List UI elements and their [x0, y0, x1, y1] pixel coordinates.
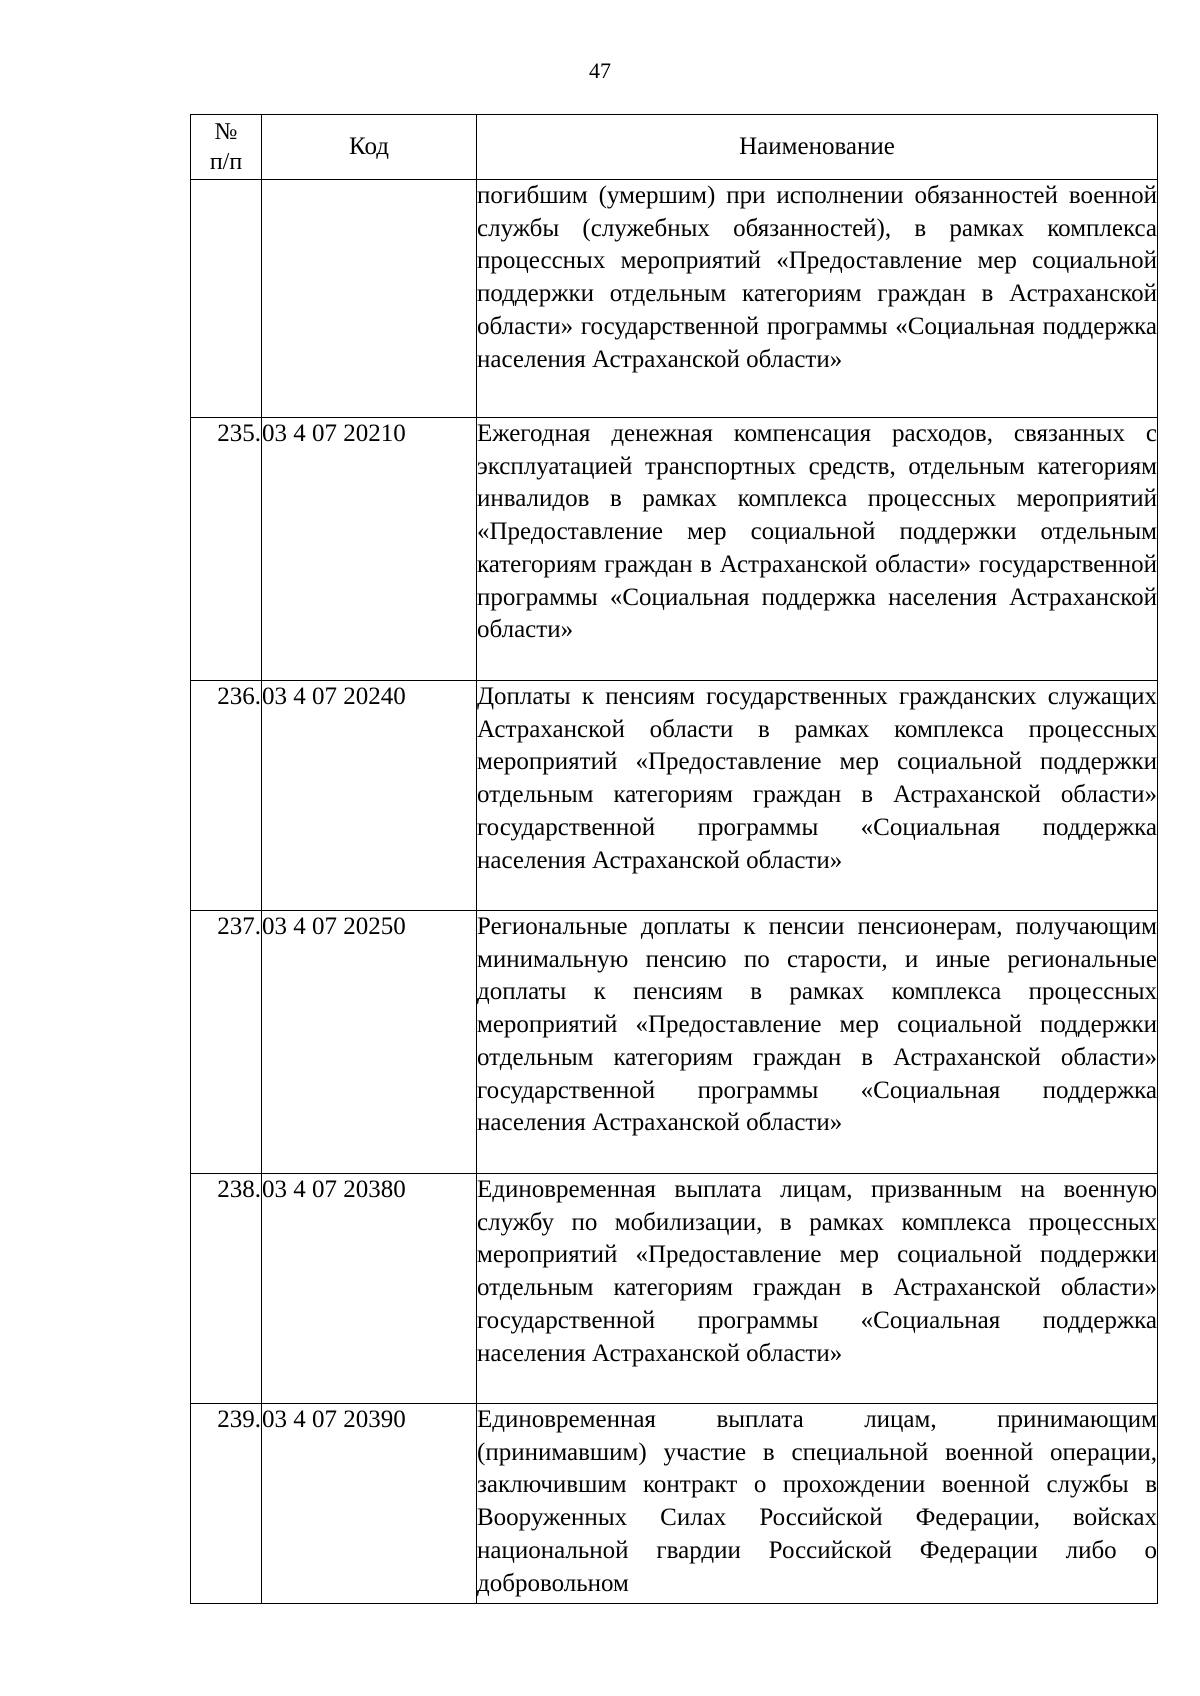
- header-code: Код: [262, 115, 477, 180]
- header-number-abbr: п/п: [209, 149, 243, 175]
- row-name: Ежегодная денежная компенсация расходов, связанных с эксплуатацией транспортных средств, отдельным категориям инвалидов в рамках комплекса процессных мероприятий «Предоставление мер социальной поддержки отдельным категориям граждан в Астраханской области» государственной программы «Социальная поддержка населения Астраханской области»: [477, 418, 1158, 681]
- row-name: Единовременная выплата лицам, принимающим (принимавшим) участие в специальной военной операции, заключившим контракт о прохождении военной службы в Вооруженных Силах Российской Федерации, войсках национальной гвардии Российской Федерации либо о добровольном: [477, 1404, 1158, 1604]
- header-number-symbol: №: [214, 119, 238, 145]
- row-name: Доплаты к пенсиям государственных гражданских служащих Астраханской области в рамках комплекса процессных мероприятий «Предоставление мер социальной поддержки отдельным категориям граждан в Астраханской области» государственной программы «Социальная поддержка населения Астраханской области»: [477, 681, 1158, 911]
- table-row: [191, 911, 1158, 1174]
- row-code: 03 4 07 20250: [262, 911, 477, 1174]
- row-number: 235.: [191, 418, 262, 681]
- row-name: погибшим (умершим) при исполнении обязанностей военной службы (служебных обязанностей), в рамках комплекса процессных мероприятий «Предоставление мер социальной поддержки отдельным категориям граждан в Астраханской области» государственной программы «Социальная поддержка населения Астраханской области»: [477, 180, 1158, 418]
- table-row: [191, 1174, 1158, 1404]
- table-row: [191, 418, 1158, 681]
- budget-code-table: [190, 114, 1158, 1604]
- row-name: Региональные доплаты к пенсии пенсионерам, получающим минимальную пенсию по старости, и иные региональные доплаты к пенсиям в рамках комплекса процессных мероприятий «Предоставление мер социальной поддержки отдельным категориям граждан в Астраханской области» государственной программы «Социальная поддержка населения Астраханской области»: [477, 911, 1158, 1174]
- table-row: [191, 180, 1158, 418]
- row-code: 03 4 07 20380: [262, 1174, 477, 1404]
- row-number: 237.: [191, 911, 262, 1174]
- table-row: [191, 1404, 1158, 1604]
- table-row: [191, 681, 1158, 911]
- row-number: 239.: [191, 1404, 262, 1604]
- header-number: [191, 115, 262, 180]
- page-number: 47: [589, 58, 611, 83]
- table-header-row: [191, 115, 1158, 180]
- row-number: 238.: [191, 1174, 262, 1404]
- header-name: Наименование: [477, 115, 1158, 180]
- row-code: 03 4 07 20390: [262, 1404, 477, 1604]
- row-number: [191, 180, 262, 418]
- row-name: Единовременная выплата лицам, призванным на военную службу по мобилизации, в рамках комплекса процессных мероприятий «Предоставление мер социальной поддержки отдельным категориям граждан в Астраханской области» государственной программы «Социальная поддержка населения Астраханской области»: [477, 1174, 1158, 1404]
- row-code: 03 4 07 20240: [262, 681, 477, 911]
- row-code: [262, 180, 477, 418]
- row-number: 236.: [191, 681, 262, 911]
- row-code: 03 4 07 20210: [262, 418, 477, 681]
